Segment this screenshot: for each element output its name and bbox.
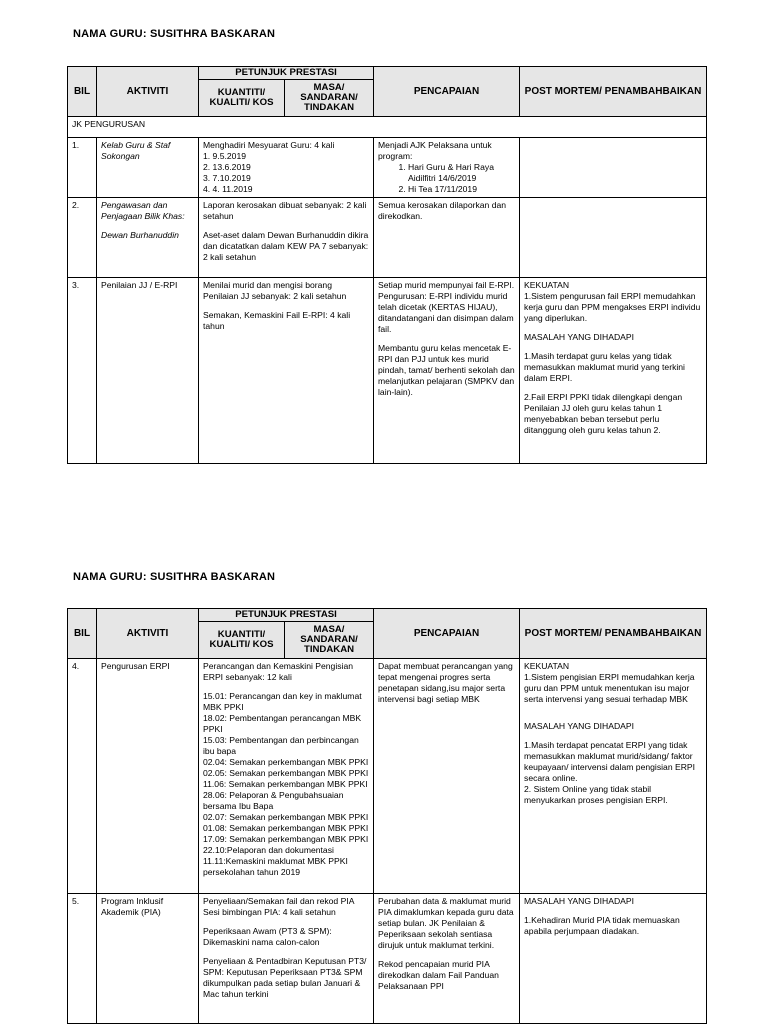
header-bil: BIL [68,67,97,117]
table-row [68,659,707,894]
header-aktiviti: AKTIVITI [97,609,199,659]
cell-kuantiti [199,894,374,1024]
cell-aktiviti: Pengurusan ERPI [97,659,199,894]
kuantiti-list-item: 28.06: Pelaporan & Pengubahsuaian bersama Ibu Bapa [203,790,344,811]
cell-post-mortem [520,138,707,198]
kuantiti-intro: Menghadiri Mesyuarat Guru: 4 kali [203,140,335,150]
cell-bil: 3. [68,278,97,464]
pencapaian-intro: Menjadi AJK Pelaksana untuk program: [378,140,492,161]
page-2-report-table [67,608,707,1024]
header-masa: MASA/ SANDARAN/ TINDAKAN [285,80,374,117]
section-row [68,117,707,138]
kuantiti-list-item: 02.05: Semakan perkembangan MBK PPKI [203,768,369,778]
kuantiti-text: Semakan, Kemaskini Fail E-RPI: 4 kali tahun [203,310,351,331]
cell-bil: 5. [68,894,97,1024]
list-item: 2. Hi Tea 17/11/2019 [408,184,515,195]
header-petunjuk-prestasi: PETUNJUK PRESTASI [199,67,374,80]
kuantiti-text: Peperiksaan Awam (PT3 & SPM): Dikemaskini nama calon-calon [203,926,332,947]
pencapaian-text: Perubahan data & maklumat murid PIA dimaklumkan kepada guru data setiap bulan. JK Penilaian & Peperiksaan sekolah sentiasa dirujuk untuk maklumat terkini. [378,896,514,950]
page-1-report-table [67,66,707,464]
cell-pencapaian: Semua kerosakan dilaporkan dan direkodkan. [374,198,520,278]
cell-pencapaian [374,894,520,1024]
cell-bil: 4. [68,659,97,894]
post-text: 1.Kehadiran Murid PIA tidak memuaskan apabila perjumpaan diadakan. [524,915,680,936]
cell-kuantiti [199,278,374,464]
table-row [68,894,707,1024]
header-post-mortem: POST MORTEM/ PENAMBAHBAIKAN [520,609,707,659]
header-post-mortem: POST MORTEM/ PENAMBAHBAIKAN [520,67,707,117]
cell-post-mortem [520,278,707,464]
kuantiti-intro: Perancangan dan Kemaskini Pengisian ERPI sebanyak: 12 kali [203,661,354,682]
header-masa: MASA/ SANDARAN/ TINDAKAN [285,622,374,659]
kuantiti-list-item: 22.10:Pelaporan dan dokumentasi [203,845,334,855]
header-bil: BIL [68,609,97,659]
table-row [68,138,707,198]
table-row [68,278,707,464]
cell-bil: 1. [68,138,97,198]
list-item: 1. Hari Guru & Hari Raya Aidilfitri 14/6/2019 [408,162,515,184]
header-pencapaian: PENCAPAIAN [374,609,520,659]
page-2-teacher-title: NAMA GURU: SUSITHRA BASKARAN [73,571,276,583]
section-jk-pengurusan: JK PENGURUSAN [68,117,707,138]
kuantiti-list-item: 17.09: Semakan perkembangan MBK PPKI [203,834,369,844]
kuantiti-list-item: 11.06: Semakan perkembangan MBK PPKI [203,779,368,789]
cell-aktiviti: Program Inklusif Akademik (PIA) [97,894,199,1024]
kuantiti-list-item: 11.11:Kemaskini maklumat MBK PPKI persekolahan tahun 2019 [203,856,348,877]
kuantiti-list-item: 15.03: Pembentangan dan perbincangan ibu bapa [203,735,359,756]
cell-kuantiti [199,659,374,894]
cell-bil: 2. [68,198,97,278]
table-row [68,198,707,278]
kuantiti-list-item: 02.07: Semakan perkembangan MBK PPKI [203,812,369,822]
cell-pencapaian [374,138,520,198]
page-1-teacher-title: NAMA GURU: SUSITHRA BASKARAN [73,28,276,40]
program-list [378,162,515,195]
kuantiti-list-item: 3. 7.10.2019 [203,173,251,183]
cell-kuantiti [199,198,374,278]
post-text: 2.Fail ERPI PPKI tidak dilengkapi dengan Penilaian JJ oleh guru kelas tahun 1 menyebabkan beban tersebut perlu ditanggung oleh guru kelas tahun 2. [524,392,683,435]
post-heading: MASALAH YANG DIHADAPI [524,896,635,906]
pencapaian-text: Rekod pencapaian murid PIA direkodkan dalam Fail Panduan Pelaksanaan PPI [378,959,499,991]
header-row [68,67,707,80]
kuantiti-list-item: 01.08: Semakan perkembangan MBK PPKI [203,823,369,833]
pencapaian-text: Membantu guru kelas mencetak E-RPI dan PJJ untuk kes murid pindah, tamat/ berhenti sekolah dan melanjutkan pelajaran (SMPKV dan lain-lain). [378,343,515,397]
header-kuantiti: KUANTITI/ KUALITI/ KOS [199,80,285,117]
post-text: 2. Sistem Online yang tidak stabil menyukarkan proses pengisian ERPI. [524,784,668,805]
post-heading: KEKUATAN [524,280,570,290]
post-text: 1.Sistem pengurusan fail ERPI memudahkan kerja guru dan PPM mengakses ERPI individu yang diperlukan. [524,291,701,323]
kuantiti-text: Menilai murid dan mengisi borang Penilaian JJ sebanyak: 2 kali setahun [203,280,347,301]
cell-post-mortem [520,659,707,894]
kuantiti-list-item: 2. 13.6.2019 [203,162,251,172]
kuantiti-text: Penyeliaan & Pentadbiran Keputusan PT3/ SPM: Keputusan Peperiksaan PT3& SPM dikumpulkan pada setiap bulan Januari & Mac tahun terkini [203,956,367,999]
pencapaian-text: Setiap murid mempunyai fail E-RPI. Pengurusan: E-RPI individu murid telah dicetak (KERTAS HIJAU), ditandatangani dan disimpan dalam fail. [378,280,515,334]
post-heading: MASALAH YANG DIHADAPI [524,721,635,731]
cell-post-mortem [520,894,707,1024]
kuantiti-list-item: 1. 9.5.2019 [203,151,247,161]
post-text: 1.Masih terdapat pencatat ERPI yang tidak memasukkan maklumat murid/sidang/ faktor keupayaan/ intervensi dalam pengisian ERPI secara online. [524,740,696,783]
kuantiti-list-item: 15.01: Perancangan dan key in maklumat MBK PPKI [203,691,362,712]
cell-aktiviti: Penilaian JJ / E-RPI [97,278,199,464]
kuantiti-text: Laporan kerosakan dibuat sebanyak: 2 kali setahun [203,200,367,221]
cell-aktiviti [97,198,199,278]
post-text: 1.Sistem pengisian ERPI memudahkan kerja guru dan PPM untuk menentukan isu major serta intervensi yang sesuai terhadap MBK [524,672,695,704]
aktiviti-text: Dewan Burhanuddin [101,230,179,240]
header-petunjuk-prestasi: PETUNJUK PRESTASI [199,609,374,622]
header-kuantiti: KUANTITI/ KUALITI/ KOS [199,622,285,659]
header-aktiviti: AKTIVITI [97,67,199,117]
post-text: 1.Masih terdapat guru kelas yang tidak memasukkan maklumat murid yang terkini dalam ERPI. [524,351,685,383]
cell-pencapaian: Dapat membuat perancangan yang tepat mengenai progres serta penetapan sidang,isu major serta intervensi bagi setiap MBK [374,659,520,894]
post-heading: MASALAH YANG DIHADAPI [524,332,635,342]
cell-post-mortem [520,198,707,278]
cell-pencapaian [374,278,520,464]
header-row [68,609,707,622]
kuantiti-list-item: 4. 4. 11.2019 [203,184,253,194]
cell-aktiviti: Kelab Guru & Staf Sokongan [97,138,199,198]
post-heading: KEKUATAN [524,661,570,671]
kuantiti-text: Penyeliaan/Semakan fail dan rekod PIA Sesi bimbingan PIA: 4 kali setahun [203,896,354,917]
kuantiti-list-item: 18.02: Pembentangan perancangan MBK PPKI [203,713,362,734]
cell-kuantiti [199,138,374,198]
header-pencapaian: PENCAPAIAN [374,67,520,117]
kuantiti-list-item: 02.04: Semakan perkembangan MBK PPKI [203,757,369,767]
kuantiti-text: Aset-aset dalam Dewan Burhanuddin dikira dan dicatatkan dalam KEW PA 7 sebanyak: 2 kali setahun [203,230,369,262]
aktiviti-text: Pengawasan dan Penjagaan Bilik Khas: [101,200,185,221]
